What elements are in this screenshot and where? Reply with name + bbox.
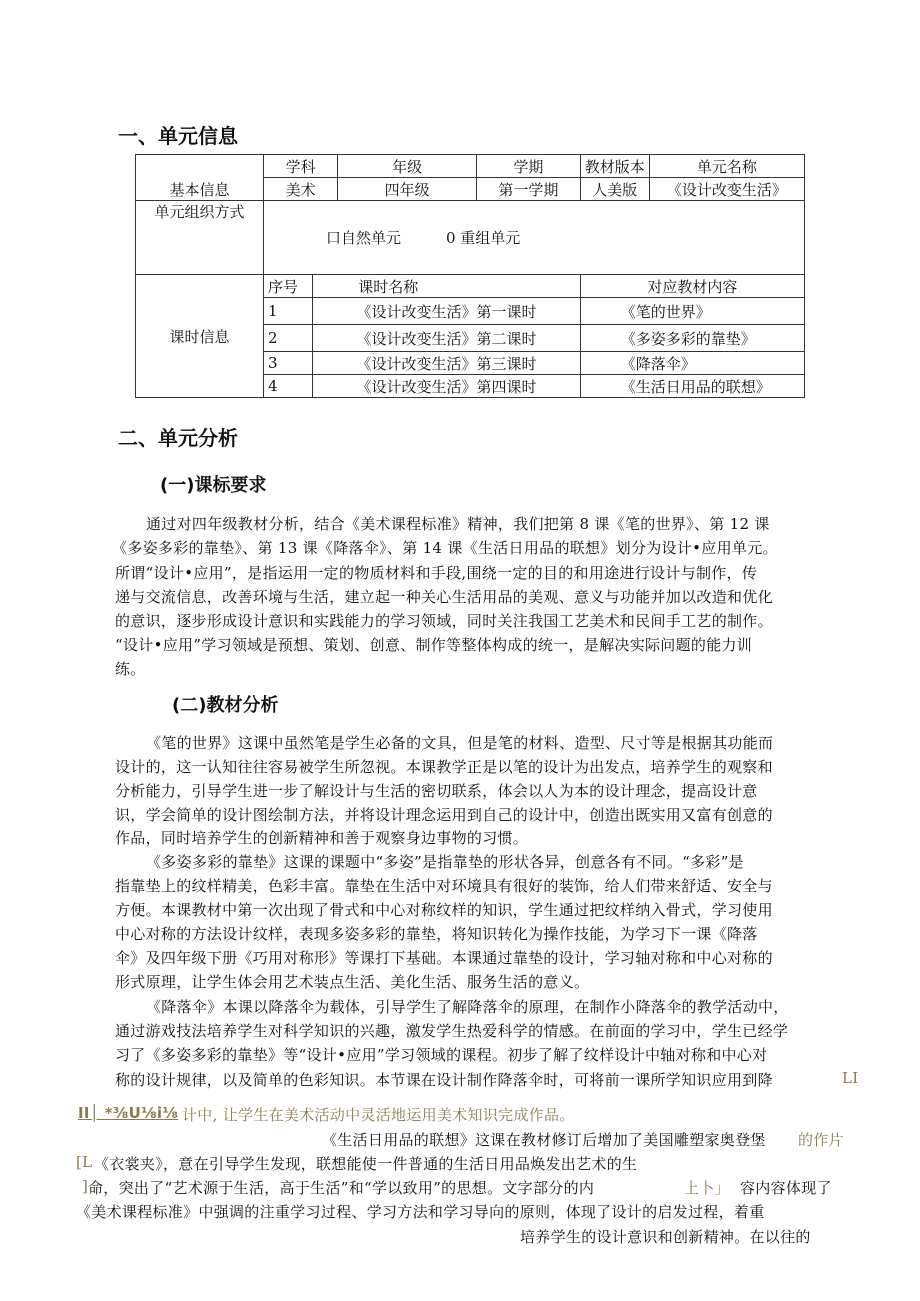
paragraph-line: 中心对称的方法设计纹样，表现多姿多彩的靠垫，将知识转化为操作技能，为学习下一课《降落 — [115, 925, 758, 943]
lesson-name: 《设计改变生活》第四课时 — [313, 375, 581, 398]
lesson-header: 对应教材内容 — [580, 275, 804, 298]
paragraph-line: 《生活日用品的联想》这课在教材修订后增加了美国雕塑家奥登堡 — [322, 1131, 766, 1149]
paragraph-line: 《降落伞》本课以降落伞为载体，引导学生了解降落伞的原理，在制作小降落伞的教学活动中， — [146, 998, 789, 1016]
paragraph-line: 练。 — [115, 660, 146, 678]
subsection-title-textbook: (二)教材分析 — [172, 695, 279, 716]
section-title-unit-analysis: 二、单元分析 — [118, 426, 238, 450]
lesson-content: 《多姿多彩的靠垫》 — [580, 325, 804, 352]
paragraph-line: 指靠垫上的纹样精美，色彩丰富。靠垫在生活中对环境具有很好的装饰，给人们带来舒适、安全与 — [115, 877, 773, 895]
paragraph-line: 容内容体现了 — [740, 1179, 832, 1197]
paragraph-line: 习了《多姿多彩的靠垫》等“设计•应用”学习领域的课程。初步了解了纹样设计中轴对称和中心对 — [115, 1046, 768, 1064]
paragraph-line: 形式原理，让学生体会用艺术装点生活、美化生活、服务生活的意义。 — [115, 973, 590, 991]
lesson-no: 3 — [263, 352, 312, 375]
value-cell: 美术 — [263, 178, 337, 201]
basic-info-label: 基本信息 — [136, 155, 264, 201]
org-label: 单元组织方式 — [136, 201, 264, 275]
paragraph-line: 通过游戏技法培养学生对科学知识的兴趣，激发学生热爱科学的情感。在前面的学习中，学生已经学 — [115, 1022, 789, 1040]
lesson-header: 课时名称 — [313, 275, 581, 298]
paragraph-line: 的意识，逐步形成设计意识和实践能力的学习领域，同时关注我国工艺美术和民间手工艺的制作。 — [115, 612, 773, 630]
paragraph-line: 《多姿多彩的靠垫》这课的课题中“多姿”是指靠垫的形状各异，创意各有不同。“多彩”是 — [146, 853, 744, 871]
lesson-name: 《设计改变生活》第二课时 — [313, 325, 581, 352]
header-cell: 年级 — [338, 155, 477, 178]
header-cell: 教材版本 — [580, 155, 649, 178]
paragraph-line: 设计的，这一认知往往容易被学生所忽视。本课教学正是以笔的设计为出发点，培养学生的观察和 — [115, 758, 773, 776]
paragraph-line: 命，突出了“艺术源于生活，高于生活”和“学以致用”的思想。文字部分的内 — [88, 1179, 595, 1197]
value-cell: 人美版 — [580, 178, 649, 201]
unit-info-table — [135, 154, 805, 398]
subsection-title-curriculum: (一)课标要求 — [160, 475, 267, 496]
value-cell: 第一学期 — [477, 178, 581, 201]
ocr-artifact: ] — [82, 1177, 89, 1195]
lesson-no: 2 — [263, 325, 312, 352]
lesson-content: 《笔的世界》 — [580, 298, 804, 325]
paragraph-line: 递与交流信息，改善环境与生活，建立起一种关心生活用品的美观、意义与功能并加以改造和优化 — [115, 588, 773, 606]
section-title-unit-info: 一、单元信息 — [118, 124, 238, 148]
paragraph-line: “设计•应用”学习领域是预想、策划、创意、制作等整体构成的统一，是解决实际问题的能力训 — [115, 636, 753, 654]
paragraph-line: 的作片 — [798, 1131, 844, 1149]
paragraph-line: 分析能力，引导学生进一步了解设计与生活的密切联系，体会以人为本的设计理念，提高设计意 — [115, 782, 758, 800]
paragraph-line: 称的设计规律，以及简单的色彩知识。本节课在设计制作降落伞时，可将前一课所学知识应用到降 — [115, 1071, 773, 1089]
paragraph-line: 所谓“设计•应用”，是指运用一定的物质材料和手段,围绕一定的目的和用途进行设计与制作，传 — [115, 564, 758, 582]
paragraph-line: 《笔的世界》这课中虽然笔是学生必备的文具，但是笔的材料、造型、尺寸等是根据其功能而 — [146, 734, 774, 752]
ocr-artifact: II│ *⅜U⅛i⅛ — [78, 1104, 179, 1122]
paragraph-line: 作品，同时培养学生的创新精神和善于观察身边事物的习惯。 — [115, 829, 529, 847]
lesson-info-label: 课时信息 — [136, 275, 264, 398]
paragraph-line: 计中, 让学生在美术活动中灵活地运用美术知识完成作品。 — [182, 1106, 575, 1124]
lesson-name: 《设计改变生活》第一课时 — [313, 298, 581, 325]
paragraph-line: 《多姿多彩的靠垫》、第 13 课《降落伞》、第 14 课《生活日用品的联想》划分为设计•应用单元。 — [112, 539, 778, 557]
ocr-artifact: LI — [842, 1069, 859, 1087]
header-cell: 学科 — [263, 155, 337, 178]
lesson-no: 4 — [263, 375, 312, 398]
lesson-name: 《设计改变生活》第三课时 — [313, 352, 581, 375]
org-options: 口自然单元 0 重组单元 — [263, 201, 804, 275]
paragraph-line: 培养学生的设计意识和创新精神。在以往的 — [520, 1228, 811, 1246]
lesson-content: 《降落伞》 — [580, 352, 804, 375]
paragraph-line: 通过对四年级教材分析，结合《美术课程标准》精神，我们把第 8 课《笔的世界》、第 12 课 — [146, 515, 770, 533]
value-cell: 《设计改变生活》 — [649, 178, 804, 201]
paragraph-line: 《衣裳夹》，意在引导学生发现，联想能使一件普通的生活日用品焕发出艺术的生 — [94, 1155, 638, 1173]
header-cell: 学期 — [477, 155, 581, 178]
value-cell: 四年级 — [338, 178, 477, 201]
lesson-header: 序号 — [263, 275, 312, 298]
paragraph-line: 方便。本课教材中第一次出现了骨式和中心对称纹样的知识，学生通过把纹样纳入骨式，学习使用 — [115, 901, 773, 919]
paragraph-line: 《美术课程标准》中强调的注重学习过程、学习方法和学习导向的原则，体现了设计的启发过程，着重 — [76, 1203, 765, 1221]
header-cell: 单元名称 — [649, 155, 804, 178]
lesson-content: 《生活日用品的联想》 — [580, 375, 804, 398]
ocr-artifact: 上卜」 — [684, 1179, 730, 1197]
ocr-artifact: [L — [76, 1153, 93, 1171]
paragraph-line: 伞》及四年级下册《巧用对称形》等课打下基础。本课通过靠垫的设计，学习轴对称和中心对称的 — [115, 949, 773, 967]
lesson-no: 1 — [263, 298, 312, 325]
paragraph-line: 识，学会简单的设计图绘制方法，并将设计理念运用到自己的设计中，创造出既实用又富有创意的 — [115, 806, 773, 824]
